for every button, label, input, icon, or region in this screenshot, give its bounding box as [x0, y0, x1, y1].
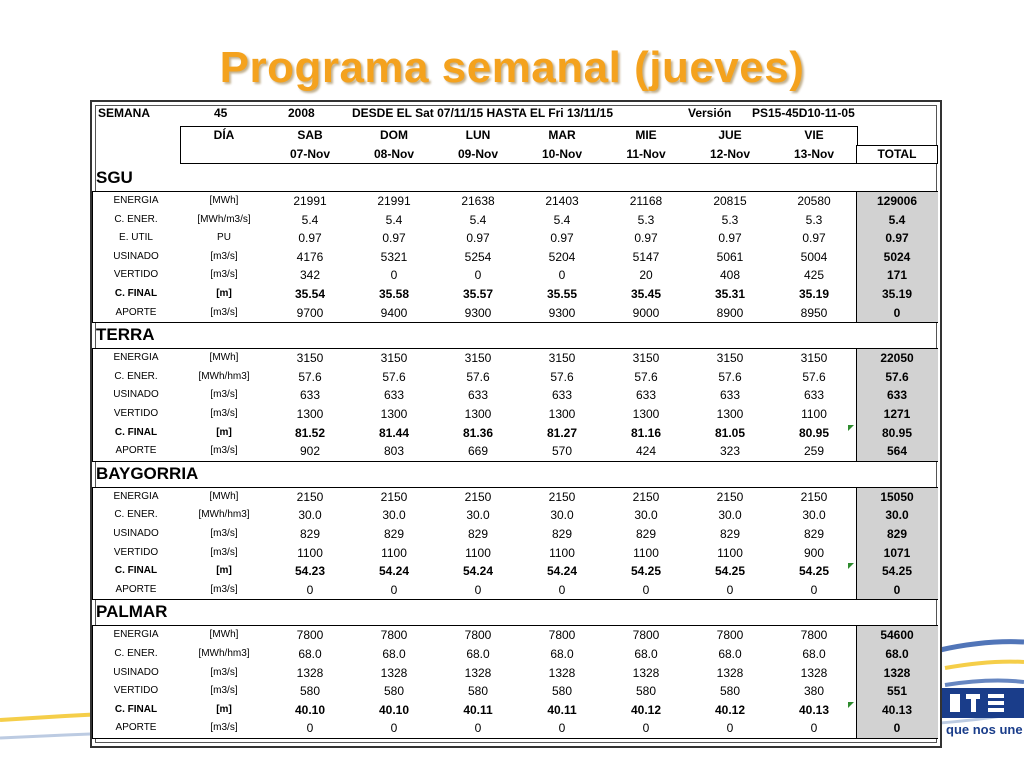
- value-cell: 1100: [549, 545, 575, 560]
- value-cell: 259: [803, 444, 825, 459]
- value-cell: 1300: [716, 407, 744, 421]
- row-unit: [MWh]: [209, 490, 239, 502]
- day-date: 12-Nov: [709, 147, 750, 161]
- row-label: USINADO: [113, 389, 159, 401]
- value-cell: 829: [551, 527, 573, 541]
- value-cell: 7800: [380, 628, 408, 643]
- value-cell: 1328: [296, 665, 324, 680]
- row-label: C. ENER.: [114, 509, 158, 521]
- semana-label: SEMANA: [98, 106, 151, 120]
- value-cell: 4176: [296, 249, 324, 264]
- value-cell: 54.24: [378, 564, 410, 579]
- value-cell: 829: [467, 527, 489, 541]
- value-cell: 633: [383, 388, 405, 403]
- value-cell: 5.4: [301, 212, 319, 227]
- row-label: USINADO: [113, 666, 159, 678]
- value-cell: 633: [551, 388, 573, 403]
- value-cell: 7800: [632, 628, 660, 643]
- row-unit: [m3/s]: [210, 666, 238, 678]
- value-cell: 30.0: [802, 508, 826, 523]
- value-cell: 0: [726, 582, 734, 597]
- value-cell: 570: [551, 444, 573, 459]
- semana-number: 45: [214, 106, 228, 120]
- value-cell: 80.95: [798, 425, 830, 440]
- day-name: DOM: [380, 128, 408, 142]
- value-cell: 81.36: [462, 425, 494, 440]
- value-cell: 68.0: [634, 647, 658, 661]
- value-cell: 21638: [461, 194, 495, 208]
- value-cell: 1300: [380, 407, 408, 421]
- value-cell: 20580: [797, 194, 831, 208]
- value-cell: 633: [803, 388, 825, 403]
- row-unit: [m3/s]: [210, 583, 238, 595]
- row-unit: [m]: [216, 565, 232, 577]
- row-unit: [MWh/m3/s]: [197, 213, 251, 225]
- value-cell: 633: [299, 388, 321, 403]
- value-cell: 829: [299, 527, 321, 541]
- value-cell: 9300: [548, 305, 576, 320]
- total-cell: 5024: [883, 249, 911, 264]
- comment-marker-icon: [848, 425, 854, 431]
- value-cell: 57.6: [382, 369, 406, 384]
- value-cell: 0: [810, 721, 818, 736]
- total-cell: 54.25: [881, 564, 913, 579]
- value-cell: 0: [726, 721, 734, 736]
- value-cell: 57.6: [802, 369, 826, 384]
- value-cell: 829: [635, 527, 657, 541]
- row-label: VERTIDO: [113, 408, 159, 419]
- row-label: VERTIDO: [113, 685, 159, 697]
- value-cell: 57.6: [634, 369, 658, 384]
- value-cell: 803: [383, 444, 405, 459]
- value-cell: 0: [474, 721, 482, 736]
- value-cell: 7800: [548, 628, 576, 643]
- value-cell: 1300: [464, 407, 492, 421]
- value-cell: 40.13: [798, 702, 830, 717]
- day-name: JUE: [718, 128, 742, 142]
- value-cell: 3150: [380, 351, 408, 366]
- value-cell: 1328: [716, 665, 744, 680]
- value-cell: 2150: [716, 489, 744, 504]
- total-cell: 0: [893, 721, 901, 736]
- section-title-terra: TERRA: [96, 325, 155, 345]
- value-cell: 1100: [633, 545, 659, 560]
- value-cell: 5.3: [637, 212, 655, 227]
- row-unit: [m3/s]: [210, 546, 238, 558]
- value-cell: 7800: [296, 628, 324, 643]
- value-cell: 9000: [632, 305, 660, 320]
- value-cell: 40.10: [378, 702, 410, 717]
- value-cell: 40.10: [294, 702, 326, 717]
- value-cell: 0.97: [634, 231, 658, 246]
- value-cell: 30.0: [634, 508, 658, 523]
- value-cell: 35.55: [546, 287, 578, 301]
- value-cell: 1300: [548, 407, 576, 421]
- value-cell: 3150: [548, 351, 576, 366]
- row-label: APORTE: [115, 722, 157, 734]
- value-cell: 9300: [464, 305, 492, 320]
- total-cell: 68.0: [885, 647, 909, 661]
- row-unit: [m]: [216, 703, 232, 715]
- value-cell: 68.0: [550, 647, 574, 661]
- row-unit: [MWh]: [209, 195, 239, 206]
- row-label: APORTE: [115, 583, 157, 595]
- section-title-sgu: SGU: [96, 168, 133, 187]
- value-cell: 1100: [717, 545, 743, 560]
- value-cell: 425: [803, 268, 825, 283]
- value-cell: 5254: [464, 249, 492, 264]
- total-cell: 0: [893, 582, 901, 597]
- row-label: E. UTIL: [119, 232, 153, 244]
- value-cell: 1100: [465, 545, 491, 560]
- logo-tagline: que nos une: [946, 722, 1023, 737]
- value-cell: 1100: [381, 545, 407, 560]
- value-cell: 68.0: [802, 647, 826, 661]
- value-cell: 3150: [716, 351, 744, 366]
- row-unit: [MWh]: [209, 629, 239, 641]
- total-cell: 551: [886, 684, 908, 699]
- value-cell: 633: [719, 388, 741, 403]
- total-cell: 30.0: [885, 508, 909, 523]
- value-cell: 2150: [548, 489, 576, 504]
- value-cell: 54.25: [798, 564, 830, 579]
- row-label: C. ENER.: [114, 370, 158, 382]
- value-cell: 829: [719, 527, 741, 541]
- value-cell: 8900: [716, 305, 744, 320]
- value-cell: 81.27: [546, 425, 578, 440]
- value-cell: 580: [719, 684, 741, 699]
- value-cell: 30.0: [550, 508, 574, 523]
- value-cell: 0.97: [298, 231, 322, 246]
- value-cell: 30.0: [466, 508, 490, 523]
- row-label: ENERGIA: [113, 352, 159, 364]
- version-label: Versión: [688, 106, 732, 120]
- total-cell: 633: [886, 388, 908, 403]
- value-cell: 9400: [380, 305, 408, 320]
- value-cell: 342: [299, 268, 321, 283]
- value-cell: 5.3: [805, 212, 823, 227]
- comment-marker-icon: [848, 702, 854, 708]
- row-label: APORTE: [115, 306, 157, 318]
- value-cell: 5.4: [469, 212, 487, 227]
- value-cell: 30.0: [298, 508, 322, 523]
- value-cell: 323: [719, 444, 741, 459]
- row-unit: [m3/s]: [210, 306, 238, 318]
- total-cell: 829: [886, 527, 908, 541]
- comment-marker-icon: [848, 563, 854, 569]
- value-cell: 0: [558, 582, 566, 597]
- value-cell: 1100: [801, 407, 827, 421]
- row-unit: [MWh/hm3]: [198, 509, 250, 521]
- year: 2008: [288, 106, 315, 120]
- row-unit: [m]: [216, 426, 232, 438]
- value-cell: 0: [642, 721, 650, 736]
- value-cell: 580: [551, 684, 573, 699]
- value-cell: 40.11: [547, 702, 577, 717]
- value-cell: 40.12: [630, 702, 662, 717]
- row-label: C. FINAL: [114, 288, 158, 299]
- value-cell: 57.6: [298, 369, 322, 384]
- value-cell: 68.0: [466, 647, 490, 661]
- value-cell: 81.05: [714, 425, 746, 440]
- row-label: C. ENER.: [114, 648, 158, 659]
- row-unit: [m3/s]: [210, 250, 238, 262]
- value-cell: 7800: [716, 628, 744, 643]
- row-unit: [MWh/hm3]: [198, 648, 250, 659]
- value-cell: 1100: [297, 545, 323, 560]
- value-cell: 68.0: [382, 647, 406, 661]
- value-cell: 902: [299, 444, 321, 459]
- value-cell: 2150: [380, 489, 408, 504]
- value-cell: 3150: [632, 351, 660, 366]
- version-code: PS15-45D10-11-05: [752, 106, 855, 120]
- value-cell: 3150: [800, 351, 828, 366]
- total-cell: 57.6: [885, 369, 909, 384]
- day-date: 07-Nov: [289, 147, 330, 161]
- value-cell: 35.58: [378, 287, 410, 301]
- row-label: C. FINAL: [114, 703, 158, 715]
- value-cell: 2150: [632, 489, 660, 504]
- section-title-baygorria: BAYGORRIA: [96, 463, 199, 483]
- row-unit: [m3/s]: [210, 408, 238, 419]
- value-cell: 2150: [800, 489, 828, 504]
- value-cell: 35.57: [462, 287, 494, 301]
- value-cell: 5204: [548, 249, 576, 264]
- row-label: USINADO: [113, 528, 159, 539]
- value-cell: 408: [719, 268, 741, 283]
- value-cell: 40.12: [714, 702, 746, 717]
- row-unit: [m3/s]: [210, 269, 238, 281]
- total-cell: 15050: [880, 489, 914, 504]
- value-cell: 7800: [800, 628, 828, 643]
- value-cell: 1328: [800, 665, 828, 680]
- value-cell: 1300: [632, 407, 660, 421]
- total-cell: 564: [886, 444, 908, 459]
- row-label: USINADO: [113, 250, 159, 262]
- row-unit: [m3/s]: [210, 685, 238, 697]
- row-label: ENERGIA: [113, 490, 159, 502]
- value-cell: 81.52: [294, 425, 326, 440]
- row-unit: [m3/s]: [210, 389, 238, 401]
- value-cell: 5321: [380, 249, 408, 264]
- total-cell: 1271: [883, 407, 911, 421]
- value-cell: 68.0: [718, 647, 742, 661]
- value-cell: 5004: [800, 249, 828, 264]
- day-name: SAB: [297, 128, 323, 142]
- total-cell: 54600: [880, 628, 914, 643]
- value-cell: 580: [383, 684, 405, 699]
- value-cell: 57.6: [718, 369, 742, 384]
- value-cell: 669: [467, 444, 489, 459]
- value-cell: 7800: [464, 628, 492, 643]
- value-cell: 5147: [632, 249, 660, 264]
- value-cell: 0: [474, 268, 482, 283]
- value-cell: 0.97: [718, 231, 742, 246]
- total-cell: 1071: [883, 545, 911, 560]
- dia-label: DÍA: [213, 128, 235, 142]
- value-cell: 0: [390, 582, 398, 597]
- value-cell: 829: [803, 527, 825, 541]
- week-header: [92, 104, 938, 122]
- row-unit: [MWh]: [209, 352, 239, 364]
- value-cell: 0: [558, 721, 566, 736]
- value-cell: 5061: [716, 249, 744, 264]
- value-cell: 57.6: [550, 369, 574, 384]
- value-cell: 54.25: [630, 564, 662, 579]
- total-cell: 5.4: [888, 212, 906, 227]
- value-cell: 0: [390, 268, 398, 283]
- value-cell: 580: [299, 684, 321, 699]
- value-cell: 0.97: [802, 231, 826, 246]
- row-label: C. ENER.: [114, 213, 158, 225]
- value-cell: 2150: [296, 489, 324, 504]
- value-cell: 81.16: [630, 425, 662, 440]
- day-name: VIE: [804, 128, 824, 142]
- day-name: MIE: [635, 128, 657, 142]
- value-cell: 424: [635, 444, 657, 459]
- value-cell: 21403: [545, 194, 579, 208]
- total-cell: 35.19: [881, 287, 913, 301]
- day-date: 11-Nov: [626, 147, 666, 161]
- total-cell: 40.13: [881, 702, 913, 717]
- value-cell: 54.25: [714, 564, 746, 579]
- value-cell: 900: [803, 545, 825, 560]
- day-name: LUN: [465, 128, 491, 142]
- row-unit: [m3/s]: [210, 528, 238, 539]
- date-range: DESDE EL Sat 07/11/15 HASTA EL Fri 13/11/15: [352, 106, 614, 120]
- value-cell: 2150: [464, 489, 492, 504]
- total-cell: 0.97: [885, 231, 909, 246]
- value-cell: 1328: [632, 665, 660, 680]
- value-cell: 5.4: [553, 212, 571, 227]
- row-unit: [MWh/hm3]: [198, 370, 250, 382]
- value-cell: 5.4: [385, 212, 403, 227]
- row-label: APORTE: [115, 445, 157, 457]
- schedule-sheet: [90, 100, 942, 748]
- value-cell: 20: [639, 268, 653, 283]
- value-cell: 0.97: [466, 231, 490, 246]
- day-date: 09-Nov: [457, 147, 498, 161]
- row-label: C. FINAL: [114, 426, 158, 438]
- row-unit: [m3/s]: [210, 445, 238, 457]
- row-unit: [m3/s]: [210, 722, 238, 734]
- value-cell: 54.24: [546, 564, 578, 579]
- value-cell: 0.97: [382, 231, 406, 246]
- value-cell: 20815: [713, 194, 747, 208]
- row-label: VERTIDO: [113, 269, 159, 281]
- value-cell: 35.45: [630, 287, 662, 301]
- row-label: ENERGIA: [113, 195, 159, 206]
- value-cell: 5.3: [721, 212, 739, 227]
- value-cell: 0.97: [550, 231, 574, 246]
- section-title-palmar: PALMAR: [96, 602, 168, 622]
- value-cell: 3150: [296, 351, 324, 366]
- page-title: Programa semanal (jueves): [219, 43, 805, 92]
- total-cell: 1328: [883, 665, 911, 680]
- value-cell: 0: [306, 582, 314, 597]
- value-cell: 580: [467, 684, 489, 699]
- day-name: MAR: [548, 128, 576, 142]
- value-cell: 81.44: [378, 425, 410, 440]
- value-cell: 0: [306, 721, 314, 736]
- total-cell: 0: [893, 305, 901, 320]
- day-date: 08-Nov: [373, 147, 414, 161]
- value-cell: 0: [642, 582, 650, 597]
- value-cell: 633: [635, 388, 657, 403]
- day-date: 13-Nov: [793, 147, 834, 161]
- total-header: TOTAL: [877, 147, 917, 161]
- total-cell: 80.95: [881, 425, 913, 440]
- value-cell: 8950: [800, 305, 828, 320]
- row-unit: PU: [217, 232, 231, 244]
- value-cell: 380: [803, 684, 825, 699]
- value-cell: 54.24: [462, 564, 494, 579]
- total-cell: 171: [886, 268, 908, 283]
- value-cell: 21168: [629, 194, 663, 208]
- value-cell: 1300: [296, 407, 324, 421]
- value-cell: 35.31: [714, 287, 746, 301]
- value-cell: 1328: [548, 665, 576, 680]
- value-cell: 0: [474, 582, 482, 597]
- value-cell: 21991: [377, 194, 411, 208]
- value-cell: 0: [810, 582, 818, 597]
- value-cell: 30.0: [718, 508, 742, 523]
- value-cell: 1328: [464, 665, 492, 680]
- value-cell: 21991: [293, 194, 327, 208]
- row-unit: [m]: [216, 288, 232, 299]
- value-cell: 40.11: [463, 702, 493, 717]
- day-date: 10-Nov: [541, 147, 582, 161]
- value-cell: 580: [635, 684, 657, 699]
- value-cell: 0: [558, 268, 566, 283]
- value-cell: 35.54: [294, 287, 326, 301]
- value-cell: 3150: [464, 351, 492, 366]
- value-cell: 68.0: [298, 647, 322, 661]
- value-cell: 30.0: [382, 508, 406, 523]
- value-cell: 57.6: [466, 369, 490, 384]
- row-label: ENERGIA: [113, 629, 159, 641]
- value-cell: 0: [390, 721, 398, 736]
- value-cell: 829: [383, 527, 405, 541]
- value-cell: 54.23: [294, 564, 326, 579]
- value-cell: 1328: [380, 665, 408, 680]
- value-cell: 9700: [296, 305, 324, 320]
- row-label: VERTIDO: [113, 546, 159, 558]
- row-label: C. FINAL: [114, 565, 158, 577]
- total-cell: 129006: [876, 194, 918, 208]
- value-cell: 633: [467, 388, 489, 403]
- value-cell: 35.19: [798, 287, 830, 301]
- total-cell: 22050: [880, 351, 914, 366]
